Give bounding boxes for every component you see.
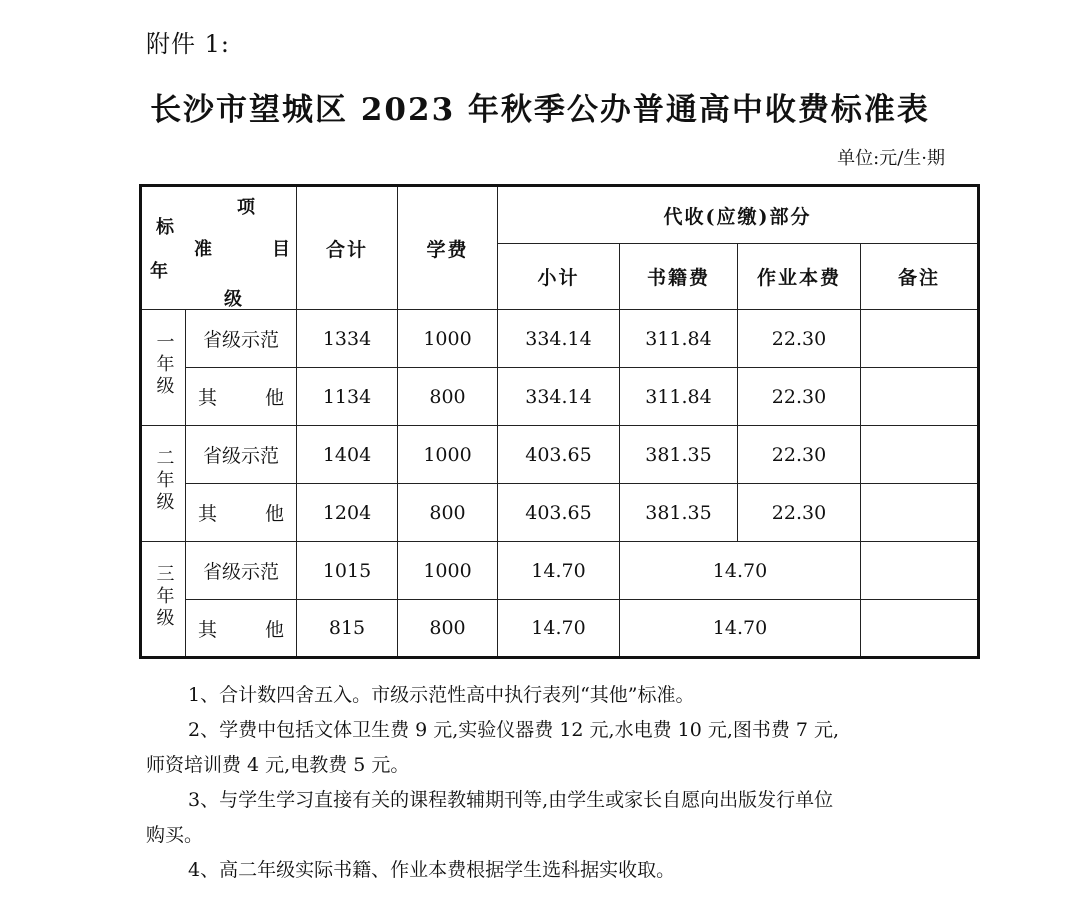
total-cell: 1334	[297, 310, 398, 368]
unit-label: 单位:元/生·期	[837, 148, 945, 169]
table-row	[141, 484, 979, 542]
attachment-label: 附件 1:	[146, 30, 230, 58]
table-row	[141, 368, 979, 426]
grade-label: 二年级	[153, 448, 175, 514]
category-cell	[186, 600, 297, 658]
tuition-cell: 1000	[398, 426, 498, 484]
tuition-cell: 800	[398, 368, 498, 426]
table-row	[141, 600, 979, 658]
col-header-note: 备注	[861, 244, 979, 310]
category-cell: 省级示范	[186, 426, 297, 484]
books-homework-cell: 14.70	[620, 542, 861, 600]
total-cell: 1404	[297, 426, 398, 484]
col-header-subtotal: 小计	[498, 244, 620, 310]
homework-cell: 22.30	[738, 368, 861, 426]
tuition-cell: 800	[398, 600, 498, 658]
category-cell	[186, 484, 297, 542]
total-cell: 1134	[297, 368, 398, 426]
corner-standard: 标	[156, 217, 174, 238]
corner-nian: 年	[150, 261, 168, 282]
category-cell	[186, 368, 297, 426]
corner-mu: 目	[272, 239, 290, 260]
page-title: 长沙市望城区 2023 年秋季公办普通高中收费标准表	[150, 92, 930, 128]
table-row	[141, 542, 979, 600]
books-cell: 381.35	[620, 484, 738, 542]
fee-table	[139, 184, 980, 659]
grade-cell	[141, 542, 186, 658]
subtotal-cell: 334.14	[498, 310, 620, 368]
note-cell	[861, 484, 979, 542]
subtotal-cell: 14.70	[498, 600, 620, 658]
col-header-tuition: 学费	[398, 186, 498, 310]
note-2: 2、学费中包括文体卫生费 9 元,实验仪器费 12 元,水电费 10 元,图书费 7 元,	[188, 719, 840, 741]
books-homework-cell: 14.70	[620, 600, 861, 658]
category-part: 其	[198, 618, 218, 641]
homework-cell: 22.30	[738, 310, 861, 368]
subtotal-cell: 334.14	[498, 368, 620, 426]
note-1: 1、合计数四舍五入。市级示范性高中执行表列“其他”标准。	[188, 684, 695, 706]
tuition-cell: 1000	[398, 542, 498, 600]
note-cell	[861, 426, 979, 484]
corner-header	[141, 186, 297, 310]
corner-item: 项	[237, 197, 255, 218]
col-header-total: 合计	[297, 186, 398, 310]
grade-label: 三年级	[153, 563, 175, 630]
tuition-cell: 800	[398, 484, 498, 542]
total-cell: 815	[297, 600, 398, 658]
homework-cell: 22.30	[738, 484, 861, 542]
table-row	[141, 426, 979, 484]
note-cell	[861, 368, 979, 426]
note-cell	[861, 542, 979, 600]
note-2-cont: 师资培训费 4 元,电教费 5 元。	[146, 754, 410, 776]
note-3-cont: 购买。	[146, 824, 204, 846]
category-part: 他	[264, 618, 284, 641]
category-part: 其	[198, 503, 218, 525]
subtotal-cell: 403.65	[498, 484, 620, 542]
category-cell: 省级示范	[186, 310, 297, 368]
col-header-collect-group: 代收(应缴)部分	[498, 186, 979, 244]
note-cell	[861, 600, 979, 658]
subtotal-cell: 403.65	[498, 426, 620, 484]
category-part: 其	[198, 387, 218, 409]
grade-cell	[141, 310, 186, 426]
total-cell: 1204	[297, 484, 398, 542]
corner-zhun: 准	[194, 239, 212, 260]
total-cell: 1015	[297, 542, 398, 600]
category-part: 他	[264, 387, 284, 409]
grade-label: 一年级	[153, 332, 175, 398]
tuition-cell: 1000	[398, 310, 498, 368]
notes	[146, 678, 946, 888]
category-part: 他	[264, 503, 284, 525]
books-cell: 311.84	[620, 368, 738, 426]
category-cell: 省级示范	[186, 542, 297, 600]
note-4: 4、高二年级实际书籍、作业本费根据学生选科据实收取。	[188, 859, 676, 881]
corner-ji: 级	[224, 289, 242, 310]
grade-cell	[141, 426, 186, 542]
books-cell: 381.35	[620, 426, 738, 484]
books-cell: 311.84	[620, 310, 738, 368]
table-row	[141, 310, 979, 368]
col-header-books: 书籍费	[620, 244, 738, 310]
subtotal-cell: 14.70	[498, 542, 620, 600]
homework-cell: 22.30	[738, 426, 861, 484]
col-header-homework: 作业本费	[738, 244, 861, 310]
note-cell	[861, 310, 979, 368]
note-3: 3、与学生学习直接有关的课程教辅期刊等,由学生或家长自愿向出版发行单位	[188, 789, 834, 811]
